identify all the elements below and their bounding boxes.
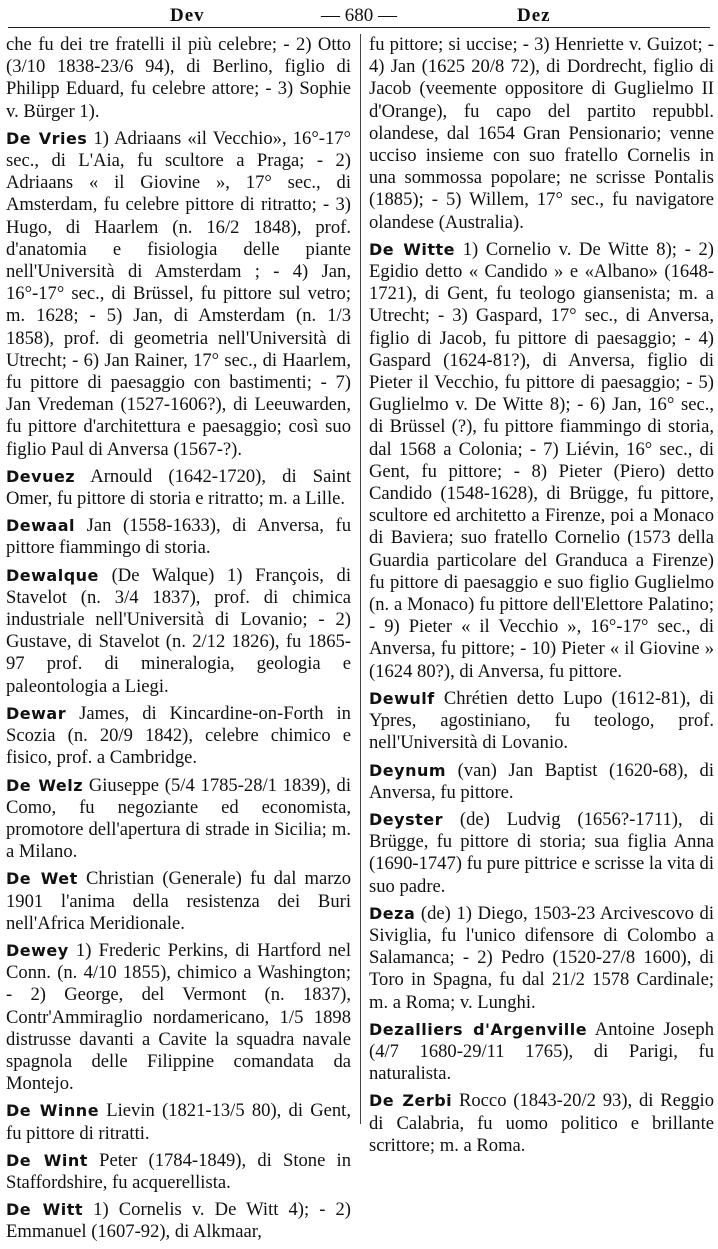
entry-headword: De Winne [6, 1101, 100, 1121]
entry-headword: Dewey [6, 940, 69, 960]
entry-headword: Dewar [6, 703, 67, 723]
dictionary-entry [6, 703, 351, 770]
entry-headword: Dewalque [6, 565, 99, 585]
entry-headword: Devuez [6, 466, 76, 486]
running-head-left: Dev [170, 5, 205, 26]
dictionary-entry [369, 239, 714, 683]
entry-text: (de) 1) Diego, 1503-23 Arcivescovo di Siviglia, fu l'unico difensore di Colombo a Salamanca; - 2) Pedro (1520-27/8 1600), di Toro in Spagna, fu dal 21/2 1578 Cardinale; m. a Roma; v. Lunghi. [369, 902, 714, 1013]
entry-headword: De Witt [6, 1200, 84, 1220]
page-number: — 680 — [321, 5, 397, 26]
entry-text: Chrétien detto Lupo (1612-81), di Ypres, agostiniano, fu teologo, prof. nell'Università di Lovanio. [369, 687, 715, 754]
dictionary-entry [6, 940, 351, 1095]
entry-text: 1) Adriaans «il Vecchio», 16°-17° sec., di L'Aia, fu scultore a Praga; - 2) Adriaans « il Giovine », 17° sec., di Amsterdam, fu celebre pittore di ritratto; - 3) Hugo, di Haarlem (n. 16/2 1848), prof. d'anatomia e fisiologia delle piante nell'Università di Amsterdam ; - 4) Jan, 16°-17° sec., di Brüssel, fu pittore sul vetro; m. 1628; - 5) Jan, di Amsterdam (n. 1/3 1858), prof. di geometria nell'Università di Utrecht; - 6) Jan Rainer, 17° sec., di Haarlem, fu pittore di paesaggio con bastimenti; - 7) Jan Vredeman (1527-1606?), di Leeuwarden, fu pittore d'architettura e paesaggio; così suo figlio Paul di Anversa (1567-?). [6, 127, 351, 460]
dictionary-entry [369, 1019, 714, 1086]
entry-text: Antoine Joseph (4/7 1680-29/11 1765), di Parigi, fu naturalista. [369, 1018, 715, 1085]
entry-text: Giuseppe (5/4 1785-28/1 1839), di Como, fu negoziante ed economista, promotore dell'apertura di strade in Sicilia; m. a Milano. [6, 774, 351, 863]
entry-text: (de) Ludvig (1656?-1711), di Brügge, fu pittore di storia; sua figlia Anna (1690-1747) fu pure pittrice e scrisse la vita di suo padre. [369, 808, 714, 897]
dictionary-entry [6, 868, 351, 935]
entry-text: 1) Frederic Perkins, di Hartford nel Conn. (n. 4/10 1855), chimico a Washington; - 2) George, del Vermont (n. 1837), Contr'Ammiraglio nordamericano, 1/5 1898 distrusse davanti a Cavite la squadra navale spagnola delle Filippine comandata da Montejo. [6, 939, 351, 1095]
entry-text: Jan (1558-1633), di Anversa, fu pittore fiammingo di storia. [6, 515, 351, 559]
dictionary-entry [6, 1199, 351, 1243]
entry-text: Christian (Generale) fu dal marzo 1901 l'anima della resistenza dei Buri nell'Africa Meridionale. [6, 868, 351, 934]
entry-headword: Dezalliers d'Argenville [369, 1019, 588, 1039]
dictionary-entry [369, 760, 714, 804]
entry-headword: De Welz [6, 775, 84, 795]
entry-headword: Deyster [369, 809, 443, 829]
header-rule [8, 27, 710, 28]
entry-text: James, di Kincardine-on-Forth in Scozia (n. 20/9 1842), celebre chimico e fisico, prof. a Cambridge. [6, 702, 351, 769]
entry-text: 1) Cornelis v. De Witt 4); - 2) Emmanuel (1607-92), di Alkmaar, [6, 1199, 351, 1243]
entry-headword: De Vries [6, 128, 88, 148]
dictionary-entry [369, 809, 714, 898]
entry-text: Arnould (1642-1720), di Saint Omer, fu pittore di storia e ritratto; m. a Lille. [6, 465, 352, 510]
entry-text: 1) Cornelio v. De Witte 8); - 2) Egidio detto « Candido » e «Albano» (1648-1721), di Gent, fu teologo giansenista; m. a Utrecht; - 3) Gaspard, 17° sec., di Anversa, figlio di Jacob, fu pittore di paesaggio; - 4) Gaspard (1624-81?), di Anversa, figlio di Pieter il Vecchio, fu pittore di paesaggio; - 5) Guglielmo v. De Witte 8); - 6) Jan, 16° sec., di Brüssel (?), fu pittore fiammingo di storia, dal 1568 a Colonia; - 7) Liévin, 16° sec., di Gent, fu pittore; - 8) Pieter (Piero) detto Candido (1548-1628), di Brügge, fu pittore, scultore ed architetto a Firenze, poi a Monaco di Baviera; suo fratello Cornelio (1573 della Guardia particolare del Granduca a Firenze) fu pittore di paesaggio e suo figlio Guglielmo (n. a Monaco) fu pittore dell'Elettore Palatino; - 9) Pieter « il Vecchio », 16°-17° sec., di Anversa, fu pittore; - 10) Pieter « il Giovine » (1624 80?), di Anversa, fu pittore. [369, 238, 714, 682]
dictionary-entry [6, 34, 351, 123]
entry-headword: De Witte [369, 239, 456, 259]
page-header [0, 0, 718, 26]
entry-headword: Deynum [369, 760, 447, 780]
left-column [6, 34, 351, 1249]
entry-headword: Dewaal [6, 516, 75, 536]
running-head-right: Dez [517, 5, 551, 26]
entry-text: Peter (1784-1849), di Stone in Staffordshire, fu acquerellista. [6, 1149, 351, 1193]
entry-text: (De Walque) 1) François, di Stavelot (n. 3/4 1837), prof. di chimica industriale nell'Università di Lovanio; - 2) Gustave, di Stavelot (n. 2/12 1826), fu 1865-97 prof. di mineralogia, geologia e paleontologia a Liegi. [6, 564, 351, 697]
dictionary-entry [369, 1090, 714, 1157]
entry-text: fu pittore; si uccise; - 3) Henriette v. Guizot; - 4) Jan (1625 20/8 72), di Dordrecht, figlio di Jacob (veemente oppositore di Guglielmo II d'Orange), fu capo del partito repubbl. olandese, dal 1654 Gran Pensionario; venne ucciso insieme con suo fratello Cornelis in una sommossa popolare; ne scrisse Pontalis (1885); - 5) Willem, 17° sec., fu navigatore olandese (Australia). [369, 34, 714, 233]
column-divider [360, 34, 361, 1124]
dictionary-entry [369, 688, 714, 755]
dictionary-entry [6, 775, 351, 864]
dictionary-entry [6, 1100, 351, 1144]
right-column [369, 34, 714, 1162]
entry-headword: De Zerbi [369, 1091, 453, 1111]
dictionary-entry [6, 565, 351, 698]
dictionary-entry [6, 466, 351, 510]
entry-headword: Deza [369, 903, 416, 923]
dictionary-entry [369, 34, 714, 234]
entry-text: che fu dei tre fratelli il più celebre; - 2) Otto (3/10 1838-23/6 94), di Berlino, figlio di Philipp Eduard, fu celebre attore; - 3) Sophie v. Bürger 1). [6, 34, 351, 122]
entry-headword: De Wint [6, 1150, 88, 1170]
dictionary-entry [6, 128, 351, 461]
entry-text: Rocco (1843-20/2 93), di Reggio di Calabria, fu uomo politico e brillante scrittore; m. a Roma. [369, 1090, 714, 1156]
entry-headword: Dewulf [369, 688, 435, 708]
entry-text: (van) Jan Baptist (1620-68), di Anversa, fu pittore. [369, 759, 714, 803]
entry-headword: De Wet [6, 869, 78, 889]
dictionary-entry [369, 903, 714, 1014]
dictionary-entry [6, 1150, 351, 1194]
dictionary-entry [6, 515, 351, 559]
entry-text: Lievin (1821-13/5 80), di Gent, fu pittore di ritratti. [6, 1100, 351, 1144]
